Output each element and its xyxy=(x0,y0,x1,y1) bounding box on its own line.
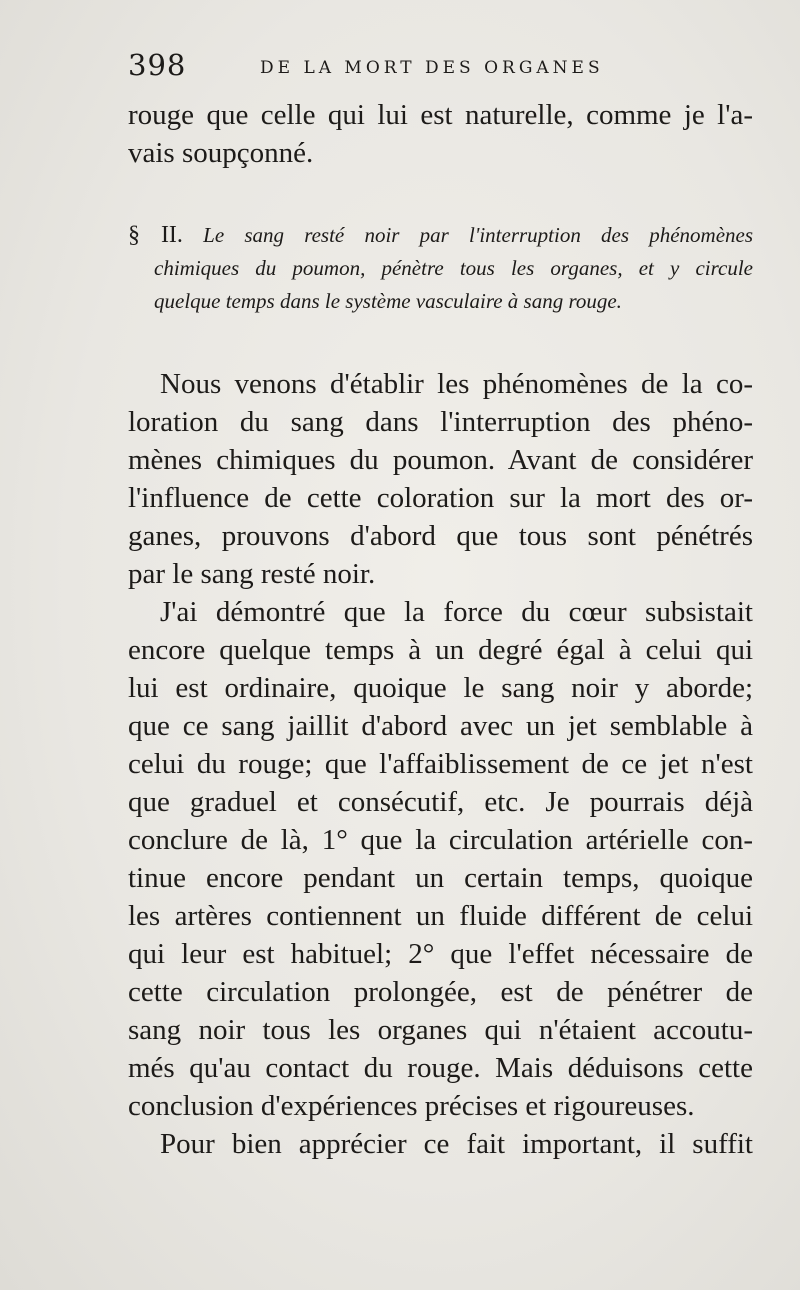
text-line: vais soupçonné. xyxy=(128,137,314,169)
text-line: tinue encore pendant un certain temps, quoique xyxy=(128,862,753,894)
text-line: sang noir tous les organes qui n'étaient accoutu- xyxy=(128,1014,753,1046)
section-heading-line: chimiques du poumon, pénètre tous les organes, et y circule xyxy=(154,256,753,280)
text-line: J'ai démontré que la force du cœur subsistait xyxy=(160,596,753,628)
continuation-paragraph xyxy=(128,96,753,172)
text-line: celui du rouge; que l'affaiblissement de ce jet n'est xyxy=(128,748,753,780)
text-line: mènes chimiques du poumon. Avant de considérer xyxy=(128,444,753,476)
running-head xyxy=(128,48,748,88)
text-line: qui leur est habituel; 2° que l'effet nécessaire de xyxy=(128,938,753,970)
text-line: Nous venons d'établir les phénomènes de la co- xyxy=(160,368,753,400)
section-heading-line: quelque temps dans le système vasculaire à sang rouge. xyxy=(154,289,622,313)
page-number: 398 xyxy=(128,48,187,82)
text-line: par le sang resté noir. xyxy=(128,558,376,590)
section-mark: § II. xyxy=(128,222,183,248)
text-line: loration du sang dans l'interruption des phéno- xyxy=(128,406,753,438)
text-line: conclusion d'expériences précises et rigoureuses. xyxy=(128,1090,695,1122)
text-line: que ce sang jaillit d'abord avec un jet semblable à xyxy=(128,710,753,742)
section-heading-line xyxy=(128,219,753,252)
text-line: ganes, prouvons d'abord que tous sont pénétrés xyxy=(128,520,753,552)
text-line: més qu'au contact du rouge. Mais déduisons cette xyxy=(128,1052,753,1084)
text-line: cette circulation prolongée, est de pénétrer de xyxy=(128,976,753,1008)
section-heading xyxy=(128,219,753,318)
text-line: encore quelque temps à un degré égal à celui qui xyxy=(128,634,753,666)
text-line: conclure de là, 1° que la circulation artérielle con- xyxy=(128,824,753,856)
body-text xyxy=(128,365,753,1163)
text-line: l'influence de cette coloration sur la mort des or- xyxy=(128,482,753,514)
text-line: lui est ordinaire, quoique le sang noir y aborde; xyxy=(128,672,753,704)
text-line: les artères contiennent un fluide différent de celui xyxy=(128,900,753,932)
text-line: que graduel et consécutif, etc. Je pourrais déjà xyxy=(128,786,753,818)
running-title: DE LA MORT DES ORGANES xyxy=(260,58,604,78)
text-line: rouge que celle qui lui est naturelle, comme je l'a- xyxy=(128,99,753,131)
section-heading-text: Le sang resté noir par l'interruption des phénomènes xyxy=(203,223,754,247)
text-line: Pour bien apprécier ce fait important, il suffit xyxy=(160,1128,753,1160)
